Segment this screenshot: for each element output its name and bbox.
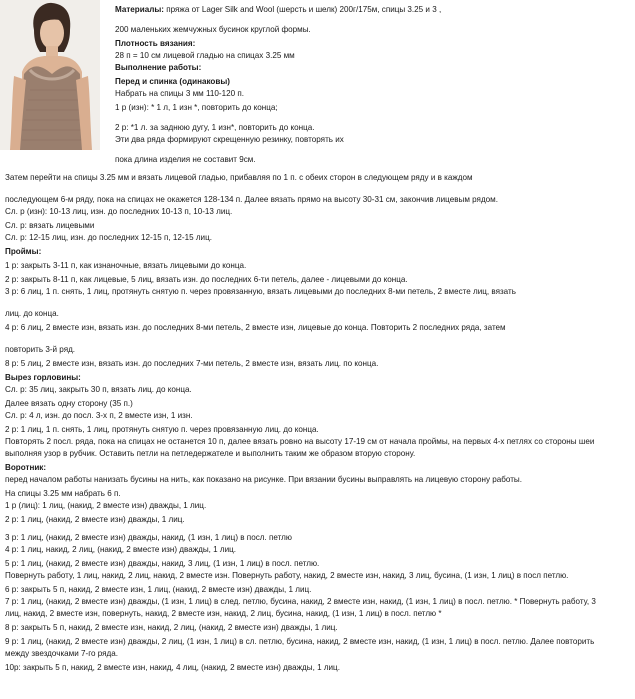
text-line: 9 р: 1 лиц, (накид, 2 вместе изн) дважды, 2 лиц, (1 изн, 1 лиц) в сл. петлю, бусина, накид, 2 вместе изн, накид, (1 изн, 1 лиц) в посл. петлю. Далее повторить bbox=[5, 637, 595, 646]
text-line: между звездочками 7-го ряда. bbox=[5, 649, 118, 658]
text-line: Сл. р (изн): 10-13 лиц, изн. до последних 10-13 п, 10-13 лиц. bbox=[5, 207, 233, 216]
text-line: 1 р: закрыть 3-11 п, как изнаночные, вязать лицевыми до конца. bbox=[5, 261, 247, 270]
text-line: 2 р: закрыть 8-11 п, как лицевые, 5 лиц, вязать изн. до последних 6-ти петель, далее - лицевыми до конца. bbox=[5, 275, 408, 284]
text-line: Эти два ряда формируют скрещенную резинку, повторять их bbox=[115, 135, 344, 144]
text-line: На спицы 3.25 мм набрать 6 п. bbox=[5, 489, 121, 498]
text-line: 5 р: 1 лиц, (накид, 2 вместе изн) дважды, накид, 3 лиц, (1 изн, 1 лиц) в посл. петлю. bbox=[5, 559, 320, 568]
inline-label: Материалы: bbox=[115, 5, 167, 14]
text-line bbox=[115, 5, 441, 15]
text-line: 3 р: 6 лиц, 1 п. снять, 1 лиц, протянуть снятую п. через провязанную, вязать лицевыми до последних 8-ми петель, 2 вместе лиц, вязать bbox=[5, 287, 516, 296]
text-line: Повторять 2 посл. ряда, пока на спицах не останется 10 п, далее вязать ровно на высоту 17-19 см от начала проймы, на первых 4-х петлях со стороны шеи bbox=[5, 437, 595, 446]
text-line: 10р: закрыть 5 п, накид, 2 вместе изн, накид, 4 лиц, (накид, 2 вместе изн) дважды, 1 лиц. bbox=[5, 663, 340, 672]
text-line: Затем перейти на спицы 3.25 мм и вязать лицевой гладью, прибавляя по 1 п. с обеих сторон в следующем ряду и в каждом bbox=[5, 173, 473, 182]
text-line: Далее вязать одну сторону (35 п.) bbox=[5, 399, 133, 408]
text-line: Сл. р: 35 лиц, закрыть 30 п, вязать лиц. до конца. bbox=[5, 385, 192, 394]
text-line: 2 р: 1 лиц, (накид, 2 вместе изн) дважды, 1 лиц. bbox=[5, 515, 185, 524]
text-line: 200 маленьких жемчужных бусинок круглой формы. bbox=[115, 25, 311, 34]
text-line: 8 р: 5 лиц, 2 вместе изн, вязать изн. до последних 7-ми петель, 2 вместе изн, вязать лиц. по конца. bbox=[5, 359, 379, 368]
text-line: 3 р: 1 лиц, (накид, 2 вместе изн) дважды, накид, (1 изн, 1 лиц) в посл. петлю bbox=[5, 533, 292, 542]
section-heading: Проймы: bbox=[5, 247, 42, 256]
text-line: 1 р (изн): * 1 л, 1 изн *, повторить до конца; bbox=[115, 103, 278, 112]
text-line: 7 р: 1 лиц, (накид, 2 вместе изн) дважды, (1 изн, 1 лиц) в след. петлю, бусина, накид, 2 вместе изн, накид, (1 изн, 1 лиц) в посл. петлю. * Повернуть работу, 3 bbox=[5, 597, 596, 606]
text-line: Набрать на спицы 3 мм 110-120 п. bbox=[115, 89, 244, 98]
text-line: лиц. до конца. bbox=[5, 309, 59, 318]
text-line: выполняя узор в рубчик. Оставить петли на петледержателе и выполнить таким же образом вторую сторону. bbox=[5, 449, 416, 458]
text-line: лиц, накид, 2 вместе изн, повернуть, накид, 2 вместе изн, накид, 2 лиц, бусина, накид, (1 изн, 1 лиц) в посл. петлю * bbox=[5, 609, 442, 618]
section-heading: Перед и спинка (одинаковы) bbox=[115, 77, 230, 86]
section-heading: Плотность вязания: bbox=[115, 39, 196, 48]
text-line: 4 р: 1 лиц, накид, 2 лиц, (накид, 2 вместе изн) дважды, 1 лиц. bbox=[5, 545, 237, 554]
section-heading: Воротник: bbox=[5, 463, 47, 472]
text-line: пока длина изделия не составит 9см. bbox=[115, 155, 256, 164]
section-heading: Выполнение работы: bbox=[115, 63, 202, 72]
text-line: 4 р: 6 лиц, 2 вместе изн, вязать изн. до последних 8-ми петель, 2 вместе изн, лицевые до конца. Повторить 2 последних ряда, затем bbox=[5, 323, 506, 332]
text-line: 8 р: закрыть 5 п, накид, 2 вместе изн, накид, 2 лиц, (накид, 2 вместе изн) дважды, 1 лиц. bbox=[5, 623, 338, 632]
text-line: 1 р (лиц): 1 лиц, (накид, 2 вместе изн) дважды, 1 лиц. bbox=[5, 501, 207, 510]
text-line: повторить 3-й ряд. bbox=[5, 345, 76, 354]
model-photo bbox=[0, 0, 100, 150]
text-line: 2 р: *1 л. за заднюю дугу, 1 изн*, повторить до конца. bbox=[115, 123, 315, 132]
text-line: Сл. р: 12-15 лиц, изн. до последних 12-15 п, 12-15 лиц. bbox=[5, 233, 212, 242]
text-line: Сл. р: вязать лицевыми bbox=[5, 221, 95, 230]
text-line: последующем 6-м ряду, пока на спицах не окажется 128-134 п. Далее вязать прямо на высоту 30-31 см, закончив лицевым рядом. bbox=[5, 195, 498, 204]
text-line: 28 п = 10 см лицевой гладью на спицах 3.25 мм bbox=[115, 51, 295, 60]
text-line: Повернуть работу, 1 лиц, накид, 2 лиц, накид, 2 вместе изн. Повернуть работу, накид, 2 вместе изн, накид, 3 лиц, бусина, (1 изн, 1 лиц) в посл петлю. bbox=[5, 571, 569, 580]
text-line: Сл. р: 4 л, изн. до посл. 3-х п, 2 вместе изн, 1 изн. bbox=[5, 411, 193, 420]
text-line: 2 р: 1 лиц, 1 п. снять, 1 лиц, протянуть снятую п. через провязанную лиц. до конца. bbox=[5, 425, 319, 434]
inline-text: пряжа от Lager Silk and Wool (шерсть и шелк) 200г/175м, спицы 3.25 и 3 , bbox=[166, 5, 442, 14]
section-heading: Вырез горловины: bbox=[5, 373, 81, 382]
text-line: 6 р: закрыть 5 п, накид, 2 вместе изн, 1 лиц, (накид, 2 вместе изн) дважды, 1 лиц. bbox=[5, 585, 312, 594]
text-line: перед началом работы нанизать бусины на нить, как показано на рисунке. При вязании бусины выправлять на лицевую сторону работы. bbox=[5, 475, 522, 484]
